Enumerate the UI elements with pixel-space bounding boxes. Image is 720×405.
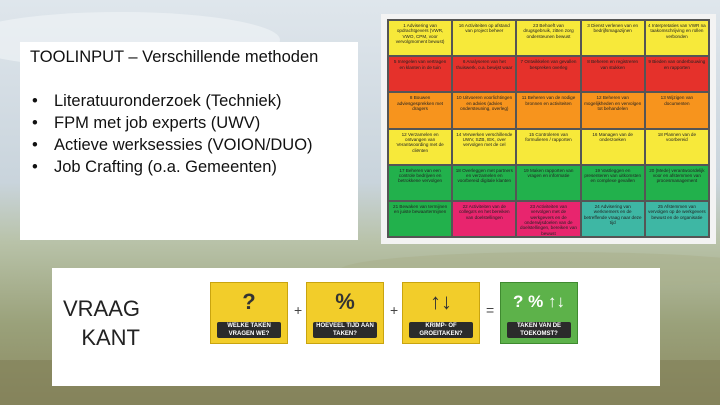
grid-cell: 1 Advisering van opdrachtgevers (VWR, VWO, CPM, voor vervolgmoment bewust) xyxy=(388,20,452,56)
grid-cell: 24 Advisering van werknemers en de betreffende vraag naar deze tijd xyxy=(581,201,645,237)
list-item xyxy=(32,134,313,156)
method-label: FPM met job experts (UWV) xyxy=(54,114,261,132)
list-item xyxy=(32,156,313,178)
grid-cell: 18 Plannen van de voorbereid xyxy=(645,129,709,165)
combined-symbols-icon: ? % ↑↓ xyxy=(513,292,565,311)
vraag-kant-label xyxy=(58,294,140,352)
bullet: • xyxy=(32,114,38,132)
method-label: Actieve werksessies (VOION/DUO) xyxy=(54,136,313,154)
formula-block-time xyxy=(306,282,384,344)
grid-cell: 19 Vastleggen en presenteren van uitkomsten en complexe gevallen xyxy=(581,165,645,201)
grid-cell: 8 Beheren en registreren van stukken xyxy=(581,56,645,92)
methods-list xyxy=(32,90,313,178)
bullet: • xyxy=(32,158,38,176)
grid-cell: 9 Bieden van onderbouwing en rapporten xyxy=(645,56,709,92)
grid-cell: 6 Analyseren van het thuiswerk, o.a. bewijst waar xyxy=(452,56,516,92)
task-grid xyxy=(387,19,710,238)
panel-title: TOOLINPUT – Verschillende methoden xyxy=(30,48,319,66)
grid-cell: 13 Wijzigen van documenten xyxy=(645,92,709,128)
grid-cell: 16 Activiteiten op afstand van project beheer xyxy=(452,20,516,56)
grid-cell: 7 Ontwikkelen van gevallen bespreken overleg xyxy=(516,56,580,92)
kant-line: KANT xyxy=(81,325,140,350)
methods-panel xyxy=(20,42,358,240)
grid-cell: 23 Activiteiten van vervolgen met de werkgevers en de onderwijsdoelen van de doelstellingen, bereiken van bewust xyxy=(516,201,580,237)
block-caption: TAKEN VAN DE TOEKOMST? xyxy=(507,322,571,338)
equals-operator: = xyxy=(486,302,495,318)
grid-cell: 17 Beheren van een controle bedrijven en betrokkene vervolgen xyxy=(388,165,452,201)
grid-cell: 25 Afstemmen van vervolgen op de werkgevers bewust en de organisatie xyxy=(645,201,709,237)
grid-cell: 12 Verzamelen en ontvangen van Verantwoording met de cliënten xyxy=(388,129,452,165)
block-caption: WELKE TAKEN VRAGEN WE? xyxy=(217,322,281,338)
grid-cell: 19 Maken rapporten van vragen en informatie xyxy=(516,165,580,201)
list-item xyxy=(32,112,313,134)
formula-block-growth xyxy=(402,282,480,344)
method-label: Literatuuronderzoek (Techniek) xyxy=(54,92,282,110)
grid-cell: 21 Bewaken van termijnen en juiste bewaartermijnen xyxy=(388,201,452,237)
grid-cell: 18 Overleggen met partners en verzamelen en voorbereid digitale klanten xyxy=(452,165,516,201)
grid-cell: 5 Inregelen van vertragen en klanten in de tuin xyxy=(388,56,452,92)
list-item xyxy=(32,90,313,112)
grid-cell: 15 Controleren van formulieren / rapporten xyxy=(516,129,580,165)
question-icon: ? xyxy=(242,289,256,314)
grid-cell: 12 Beheren van mogelijkheden en vervolgen tot behandelen xyxy=(581,92,645,128)
grid-cell: 16 Managen van de onderzoeken xyxy=(581,129,645,165)
formula-block-future-tasks xyxy=(500,282,578,344)
method-label: Job Crafting (o.a. Gemeenten) xyxy=(54,158,277,176)
grid-cell: 11 Beheren van de nodige bronnen en activiteiten xyxy=(516,92,580,128)
percent-icon: % xyxy=(335,289,355,314)
task-grid-image xyxy=(381,14,716,244)
grid-cell: 22 Activiteiten van de collega's en het bereiken van doelstellingen xyxy=(452,201,516,237)
plus-operator: + xyxy=(294,302,303,318)
plus-operator: + xyxy=(390,302,399,318)
up-down-arrows-icon: ↑↓ xyxy=(430,289,452,314)
vraag-line: VRAAG xyxy=(62,296,140,321)
formula-block-which-tasks xyxy=(210,282,288,344)
grid-cell: 20 (Mede) verantwoordelijk voor en afstemmen van procesmanagement xyxy=(645,165,709,201)
block-caption: HOEVEEL TIJD AAN TAKEN? xyxy=(313,322,377,338)
grid-cell: 10 Uitvoeren voorlichtingen en advies (advies ondersteuning, overleg) xyxy=(452,92,516,128)
grid-cell: 8 Bouwen adviesgesprekken met dragers xyxy=(388,92,452,128)
grid-cell: 3 Dienst verlenen van en bedrijfsmagazijnen xyxy=(581,20,645,56)
block-caption: KRIMP- OF GROEITAKEN? xyxy=(409,322,473,338)
grid-cell: 23 Behoeft van drugsgebruik, zitten zorg ondersteunen bewust xyxy=(516,20,580,56)
bullet: • xyxy=(32,92,38,110)
grid-cell: 4 Interpretaties van VWR na taakomschrijving en rollen verbonden xyxy=(645,20,709,56)
grid-cell: 14 Verwerken verschillende UWV, SZB, IEK, over vervolgen met de cel xyxy=(452,129,516,165)
bullet: • xyxy=(32,136,38,154)
